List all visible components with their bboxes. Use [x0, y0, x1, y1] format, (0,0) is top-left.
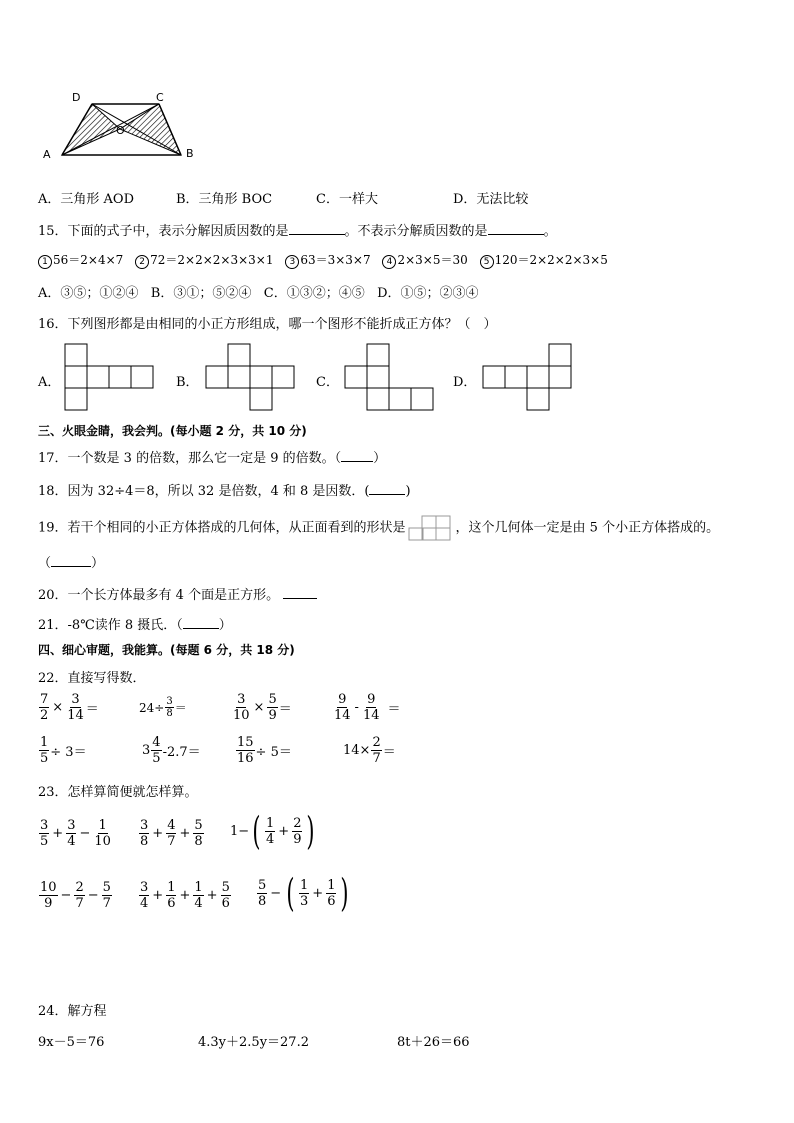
q23-expr-3: 1− ( $\frac{1}{4}$ + $\frac{2}{9}$ )	[230, 809, 315, 853]
q23-expr-1: $\frac{3}{5}$ + $\frac{3}{4}$ − $\frac{1}{10}$	[40, 818, 111, 849]
q14-option-b: B．三角形 BOC	[176, 192, 273, 207]
label-o: O	[116, 124, 125, 137]
q18: 18．因为 32÷4＝8，所以 32 是倍数，4 和 8 是因数．( )	[38, 484, 411, 499]
q24-eq-2: 4.3y＋2.5y＝27.2	[198, 1035, 309, 1050]
q22-expr-8: 14× $\frac{2}{7}$ ＝	[343, 735, 396, 766]
q19-answer: （ ）	[38, 556, 105, 571]
q16-net-a	[64, 343, 158, 413]
q22-expr-2: 24÷ $\frac{3}{8}$ ＝	[139, 696, 187, 719]
q24-title: 24．解方程	[38, 1004, 107, 1019]
q15-options: A．③⑤；①②④ B．③①；⑤②④ C．①③②；④⑤ D．①⑤；②③④	[38, 286, 479, 301]
section3-title: 三、火眼金睛，我会判。(每小题 2 分，共 10 分)	[38, 424, 307, 438]
q23-expr-4: $\frac{10}{9}$ − $\frac{2}{7}$ − $\frac{5}{7}$	[40, 880, 111, 911]
q19-shape-icon	[408, 515, 454, 541]
label-b: B	[186, 147, 194, 160]
q22-expr-5: $\frac{1}{5}$ ÷ 3＝	[40, 735, 87, 766]
q22-expr-6: 3 $\frac{4}{5}$ -2.7＝	[142, 735, 201, 766]
q22-expr-4: $\frac{9}{14}$ - $\frac{9}{14}$ ＝	[334, 692, 401, 723]
q15-stem: 15．下面的式子中，表示分解因质因数的是 。不表示分解质因数的是 。	[38, 224, 557, 239]
q22-expr-1: $\frac{7}{2}$ × $\frac{3}{14}$ ＝	[40, 692, 99, 723]
q16-label-a: A．	[38, 375, 61, 390]
q19-line1: 19．若干个相同的小正方体搭成的几何体，从正面看到的形状是 ，这个几何体一定是由 5 个小正方体搭成的。	[38, 515, 719, 541]
q20: 20．一个长方体最多有 4 个面是正方形。	[38, 584, 317, 603]
q16-label-b: B．	[176, 375, 199, 390]
q21: 21．-8℃读作 8 摄氏．（ ）	[38, 618, 232, 633]
q22-expr-7: $\frac{15}{16}$ ÷ 5＝	[237, 735, 292, 766]
q17: 17．一个数是 3 的倍数，那么它一定是 9 的倍数。（ ）	[38, 451, 387, 466]
q16-label-d: D．	[453, 375, 477, 390]
q16-label-c: C．	[316, 375, 339, 390]
q14-option-c: C．一样大	[316, 192, 378, 207]
q16-stem: 16．下列图形都是由相同的小正方形组成，哪一个图形不能折成正方体？（ ）	[38, 317, 497, 332]
triangle-boc	[120, 104, 181, 155]
q24-eq-3: 8t＋26＝66	[397, 1035, 470, 1050]
label-a: A	[43, 148, 51, 161]
q23-expr-5: $\frac{3}{4}$ + $\frac{1}{6}$ + $\frac{1}{4}$ + $\frac{5}{6}$	[140, 880, 230, 911]
q14-option-d: D．无法比较	[453, 192, 529, 207]
q23-expr-6: $\frac{5}{8}$ − ( $\frac{1}{3}$ + $\frac{1}{6}$ )	[258, 871, 349, 915]
label-c: C	[156, 91, 164, 104]
q23-title: 23．怎样算简便就怎样算。	[38, 785, 198, 800]
q23-expr-2: $\frac{3}{8}$ + $\frac{4}{7}$ + $\frac{5}{8}$	[140, 818, 203, 849]
section4-title: 四、细心审题，我能算。(每题 6 分，共 18 分)	[38, 643, 295, 657]
trapezoid-figure	[38, 86, 208, 166]
q14-option-a: A．三角形 AOD	[38, 192, 134, 207]
q15-items: 1 56＝2×4×7 2 72＝2×2×2×3×3×1 3 63＝3×3×7 4 2×3×5＝30 5 120＝2×2×2×3×5	[38, 251, 608, 269]
q22-title: 22．直接写得数．	[38, 671, 146, 686]
q22-expr-3: $\frac{3}{10}$ × $\frac{5}{9}$ ＝	[233, 692, 292, 723]
q16-net-d	[482, 343, 576, 413]
q24-eq-1: 9x－5＝76	[38, 1035, 105, 1050]
label-d: D	[72, 91, 81, 104]
q16-net-c	[344, 343, 438, 413]
q16-net-b	[205, 343, 299, 413]
